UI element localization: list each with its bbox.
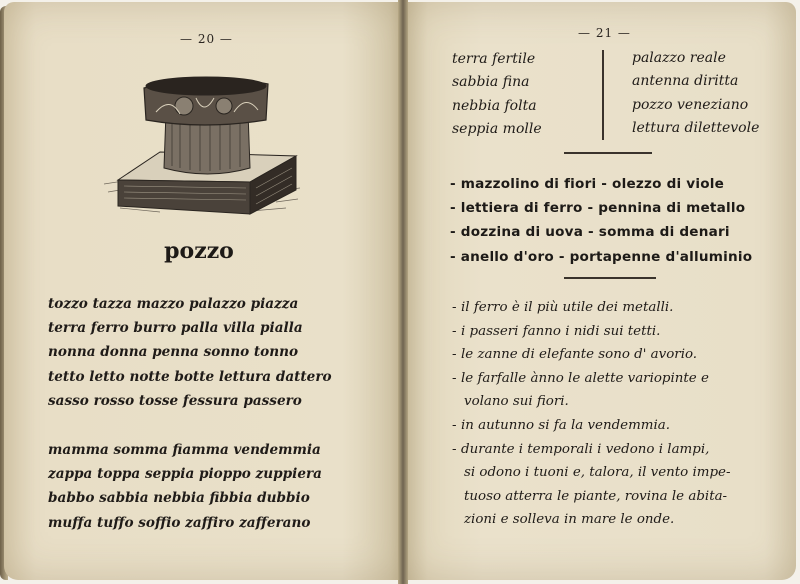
word-pair: terra fertile [452,51,536,67]
word-pair: antenna diritta [632,73,739,90]
sentence [452,320,772,344]
sentence [452,414,772,438]
word-line: muffa tuffo soffio zaffiro zafferano [48,514,311,531]
bullet: - [452,300,457,315]
word-line: zappa toppa seppia pioppo zuppiera [48,466,322,483]
phrase-line: - lettiera di ferro - pennina di metallo [450,200,746,217]
sentence-line: tuoso atterra le piante, rovina le abita- [464,488,728,504]
word-pair: palazzo reale [632,50,726,66]
word-line: nonna donna penna sonno tonno [48,344,299,361]
page-number: — 21 — [578,26,631,40]
sentence-line: le zanne di elefante sono d' avorio. [461,347,698,363]
bullet: - [452,441,457,457]
word-pair: sabbia fina [452,74,530,91]
word-line: mamma somma fiamma vendemmia [48,442,321,458]
word-list [48,438,322,535]
sentence-line: si odono i tuoni e, talora, il vento impe- [464,465,731,481]
section-divider [564,277,656,279]
sentence-list [452,296,772,532]
column-divider [602,50,604,140]
phrase-line: - mazzolino di fiori - olezzo di viole [450,176,725,192]
word-line: tozzo tazza mazzo palazzo piazza [48,296,299,312]
word-line: terra ferro burro palla villa pialla [48,320,303,337]
word-line: sasso rosso tosse fessura passero [48,392,302,409]
section-divider [564,152,652,154]
phrase-line: - dozzina di uova - somma di denari [450,224,730,241]
phrase-line: - anello d'oro - portapenne d'alluminio [450,248,753,265]
word-pair: seppia molle [452,120,542,137]
well-illustration [100,72,306,222]
sentence [452,343,772,367]
sentence-line: volano sui fiori. [464,394,569,410]
left-page [4,2,402,580]
sentence [452,367,772,414]
word-pair: pozzo veneziano [632,96,749,113]
page-number: — 20 — [180,32,233,46]
sentence-line: durante i temporali i vedono i lampi, [461,441,710,457]
word-pair: nebbia folta [452,97,537,114]
word-line: tetto letto notte botte lettura dattero [48,368,332,385]
word-list [48,292,332,413]
book-gutter [398,0,408,584]
bullet: - [452,347,457,363]
sentence-line: le farfalle ànno le alette variopinte e [461,370,709,386]
sentence [452,438,772,532]
sentence-line: zioni e solleva in mare le onde. [464,512,675,528]
word-line: babbo sabbia nebbia fibbia dubbio [48,490,310,507]
word-pair: lettura dilettevole [632,119,760,136]
sentence [452,296,772,320]
sentence-line: i passeri fanno i nidi sui tetti. [461,323,661,339]
right-page [404,2,796,580]
bullet: - [452,370,457,386]
lesson-heading: pozzo [164,238,234,264]
phrase-list [450,172,752,269]
bullet: - [452,323,457,339]
word-pairs-column-left [452,48,542,141]
sentence-line: in autunno si fa la vendemmia. [461,417,670,433]
bullet: - [452,417,457,433]
sentence-line: il ferro è il più utile dei metalli. [461,300,674,315]
word-pairs-column-right [632,47,759,140]
